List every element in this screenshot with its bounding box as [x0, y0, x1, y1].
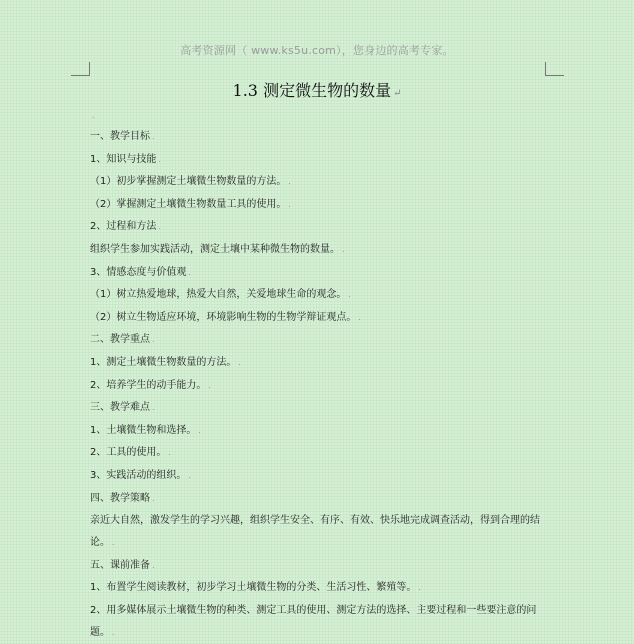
paragraph-text: 五、课前准备	[90, 559, 150, 571]
paragraph-line	[90, 397, 560, 420]
paragraph-line	[90, 510, 560, 554]
paragraph-text: 四、教学策略	[90, 492, 150, 504]
paragraph-text: 一、教学目标	[90, 131, 150, 142]
paragraph-mark-icon: .	[112, 538, 115, 548]
paragraph-line	[90, 600, 560, 644]
paragraph-line	[90, 149, 560, 172]
paragraph-line	[90, 577, 560, 600]
paragraph-line	[90, 194, 560, 217]
paragraph-mark-icon: .	[188, 470, 191, 480]
paragraph-line	[90, 420, 560, 443]
paragraph-line	[90, 329, 560, 352]
paragraph-mark-icon: .	[152, 335, 155, 345]
paragraph-mark-icon: .	[238, 357, 241, 367]
paragraph-text: 1、测定土壤微生物数量的方法。	[90, 356, 237, 368]
paragraph-line	[90, 239, 560, 262]
paragraph-text: 2、用多媒体展示土壤微生物的种类、测定工具的使用、测定方法的选择、主要过程和一些要注意的问题。	[90, 604, 537, 638]
paragraph-mark-icon: .	[198, 425, 201, 435]
paragraph-mark-icon: .	[188, 267, 191, 277]
paragraph-mark-icon: .	[348, 290, 351, 300]
paragraph-text: 组织学生参加实践活动，测定土壤中某种微生物的数量。	[90, 243, 340, 255]
paragraph-line	[90, 106, 560, 126]
paragraph-text: 亲近大自然，激发学生的学习兴趣，组织学生安全、有序、有效、快乐地完成调查活动，得到合理的结论。	[90, 515, 540, 549]
paragraph-line	[90, 262, 560, 285]
paragraph-mark-icon: .	[288, 199, 291, 209]
paragraph-line	[90, 465, 560, 488]
paragraph-mark-icon: .	[158, 222, 161, 232]
document-title	[0, 78, 634, 101]
paragraph-text: （2）树立生物适应环境，环境影响生物的生物学辩证观点。	[90, 311, 357, 323]
paragraph-mark-icon: .	[208, 380, 211, 390]
paragraph-mark-icon: ↵	[393, 88, 402, 99]
page-header: 高考资源网（ www.ks5u.com），您身边的高考专家。	[180, 44, 454, 57]
paragraph-text: 2、过程和方法	[90, 221, 157, 233]
paragraph-line	[90, 171, 560, 194]
paragraph-mark-icon: .	[418, 583, 421, 593]
paragraph-mark-icon: .	[92, 111, 95, 120]
paragraph-text: （2）掌握测定土壤微生物数量工具的使用。	[90, 198, 287, 210]
paragraph-text: 1、知识与技能	[90, 153, 157, 165]
paragraph-mark-icon: .	[112, 627, 115, 637]
paragraph-mark-icon: .	[152, 403, 155, 413]
paragraph-line	[90, 488, 560, 511]
paragraph-text: （1）初步掌握测定土壤微生物数量的方法。	[90, 176, 287, 188]
paragraph-line	[90, 284, 560, 307]
paragraph-mark-icon: .	[152, 132, 155, 141]
paragraph-text: 3、实践活动的组织。	[90, 469, 187, 481]
paragraph-text: 三、教学难点	[90, 402, 150, 414]
paragraph-line	[90, 216, 560, 239]
paragraph-text: （1）树立热爱地球，热爱大自然，关爱地球生命的观念。	[90, 289, 347, 301]
paragraph-line	[90, 126, 560, 149]
paragraph-text: 二、教学重点	[90, 334, 150, 346]
paragraph-mark-icon: .	[158, 154, 161, 164]
paragraph-line	[90, 307, 560, 330]
crop-mark-top-left	[71, 62, 90, 76]
document-body	[90, 106, 560, 644]
paragraph-text: 1、布置学生阅读教材，初步学习土壤微生物的分类、生活习性、繁殖等。	[90, 582, 417, 594]
paragraph-line	[90, 555, 560, 578]
paragraph-mark-icon: .	[168, 448, 171, 458]
paragraph-mark-icon: .	[358, 312, 361, 322]
paragraph-mark-icon: .	[288, 177, 291, 187]
paragraph-mark-icon: .	[152, 493, 155, 503]
document-title-text: 1.3 测定微生物的数量	[232, 81, 392, 100]
paragraph-text: 2、工具的使用。	[90, 447, 167, 459]
crop-mark-top-right	[545, 62, 564, 76]
paragraph-line	[90, 442, 560, 465]
paragraph-text: 1、土壤微生物和选择。	[90, 424, 197, 436]
paragraph-line	[90, 352, 560, 375]
paragraph-text: 2、培养学生的动手能力。	[90, 379, 207, 391]
paragraph-text: 3、情感态度与价值观	[90, 266, 187, 278]
paragraph-line	[90, 375, 560, 398]
paragraph-mark-icon: .	[342, 244, 345, 254]
paragraph-mark-icon: .	[152, 560, 155, 570]
